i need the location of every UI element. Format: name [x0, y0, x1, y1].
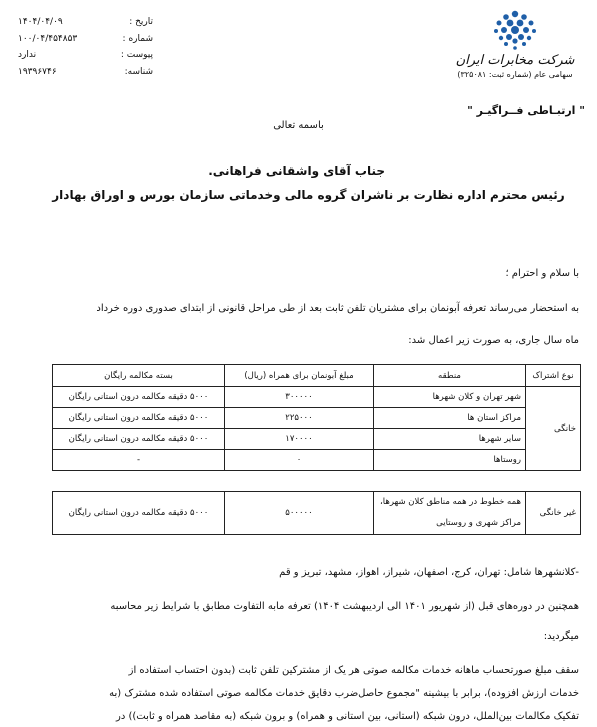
- table-row: [53, 387, 581, 408]
- table-row: [53, 492, 581, 535]
- meta-row: [18, 47, 153, 64]
- meta-label: تاریخ :: [129, 17, 153, 27]
- fee-cell: ۲۲۵۰۰۰: [225, 408, 374, 429]
- region-line: مراکز شهری و روستایی: [436, 518, 521, 528]
- letter-meta: [18, 14, 153, 80]
- fee-cell: ۱۷۰۰۰۰: [225, 429, 374, 450]
- header-cell: مبلغ آبونمان برای همراه (ریال): [225, 365, 374, 387]
- footnote: -کلانشهرها شامل: تهران، کرج، اصفهان، شیراز، اهواز، مشهد، تبریز و قم: [279, 567, 579, 578]
- region-cell: روستاها: [374, 450, 526, 471]
- region-cell: شهر تهران و کلان شهرها: [374, 387, 526, 408]
- meta-value: ۱۴۰۴/۰۴/۰۹: [18, 17, 63, 27]
- region-cell: [374, 492, 526, 535]
- package-cell: ۵۰۰۰ دقیقه مکالمه درون استانی رایگان: [53, 492, 225, 535]
- body-line: میگردید:: [543, 631, 579, 642]
- body-line: سقف مبلغ صورتحساب ماهانه خدمات مکالمه صوتی هر یک از مشترکین تلفن ثابت (بدون احتساب استفاده از: [128, 665, 579, 676]
- tci-logo-icon: [490, 8, 540, 52]
- subscription-type-cell: خانگی: [526, 387, 581, 471]
- package-cell: ۵۰۰۰ دقیقه مکالمه درون استانی رایگان: [53, 408, 225, 429]
- body-line: تفکیک مکالمات بین‌الملل، درون شبکه (استانی، بین استانی و همراه) و برون شبکه (به مقاصد همراه و ثابت)) در: [116, 711, 579, 722]
- letter-heading: باسمه تعالی: [273, 120, 324, 131]
- gap-cell: [53, 471, 581, 492]
- fee-cell: ۵۰۰۰۰۰: [225, 492, 374, 535]
- meta-label: شناسه:: [124, 66, 153, 77]
- header-cell: نوع اشتراک: [526, 365, 581, 387]
- meta-value: ندارد: [18, 50, 37, 60]
- fee-cell: ۳۰۰۰۰۰: [225, 387, 374, 408]
- meta-label: پیوست :: [120, 50, 153, 60]
- table-row: [53, 450, 581, 471]
- header-cell: منطقه: [374, 365, 526, 387]
- table-gap-row: [53, 471, 581, 492]
- package-cell: ۵۰۰۰ دقیقه مکالمه درون استانی رایگان: [53, 429, 225, 450]
- table-header-row: [53, 365, 581, 387]
- body-line: خدمات ارزش افزوده)، برابر با بیشینه "مجموع حاصل‌ضرب دقایق خدمات مکالمه صوتی استفاده شده مشترک (به: [109, 688, 579, 699]
- tariff-table: [52, 364, 581, 535]
- recipient-name: جناب آقای واشقانی فراهانی.: [208, 164, 385, 178]
- table-row: [53, 408, 581, 429]
- meta-value: ۱۰۰/۰۴/۴۵۴۸۵۳: [18, 33, 78, 44]
- meta-row: [18, 14, 153, 31]
- recipient-title: رئیس محترم اداره نظارت بر ناشران گروه مالی وخدماتی سازمان بورس و اوراق بهادار: [52, 188, 565, 202]
- registration-number: سهامی عام (شماره ثبت: ۳۲۵۰۸۱): [457, 70, 573, 79]
- subscription-type-cell: غیر خانگی: [526, 492, 581, 535]
- meta-row: [18, 31, 153, 48]
- region-line: همه خطوط در همه مناطق کلان شهرها،: [380, 497, 521, 507]
- company-logo: [440, 8, 590, 88]
- header-cell: بسته مکالمه رایگان: [53, 365, 225, 387]
- fee-cell: ۰: [225, 450, 374, 471]
- intro-line: ماه سال جاری، به صورت زیر اعمال شد:: [408, 335, 579, 346]
- slogan: " ارتبـاطی فــراگیـر ": [467, 104, 585, 117]
- greeting: با سلام و احترام ؛: [505, 268, 579, 279]
- table-row: [53, 429, 581, 450]
- package-cell: -: [53, 450, 225, 471]
- package-cell: ۵۰۰۰ دقیقه مکالمه درون استانی رایگان: [53, 387, 225, 408]
- meta-row: [18, 64, 153, 81]
- region-cell: سایر شهرها: [374, 429, 526, 450]
- meta-label: شماره :: [122, 33, 153, 44]
- body-line: همچنین در دوره‌های قبل (از شهریور ۱۴۰۱ الی اردیبهشت ۱۴۰۴) تعرفه مابه التفاوت مطابق با شرایط زیر محاسبه: [110, 601, 579, 612]
- meta-value: ۱۹۳۹۶۷۴۶: [18, 66, 57, 77]
- intro-line: به استحضار می‌رساند تعرفه آبونمان برای مشتریان تلفن ثابت بعد از طی مراحل قانونی از ابتدای صدوری دوره خرداد: [96, 303, 579, 314]
- region-cell: مراکز استان ها: [374, 408, 526, 429]
- company-name: شرکت مخابرات ایران: [455, 53, 575, 68]
